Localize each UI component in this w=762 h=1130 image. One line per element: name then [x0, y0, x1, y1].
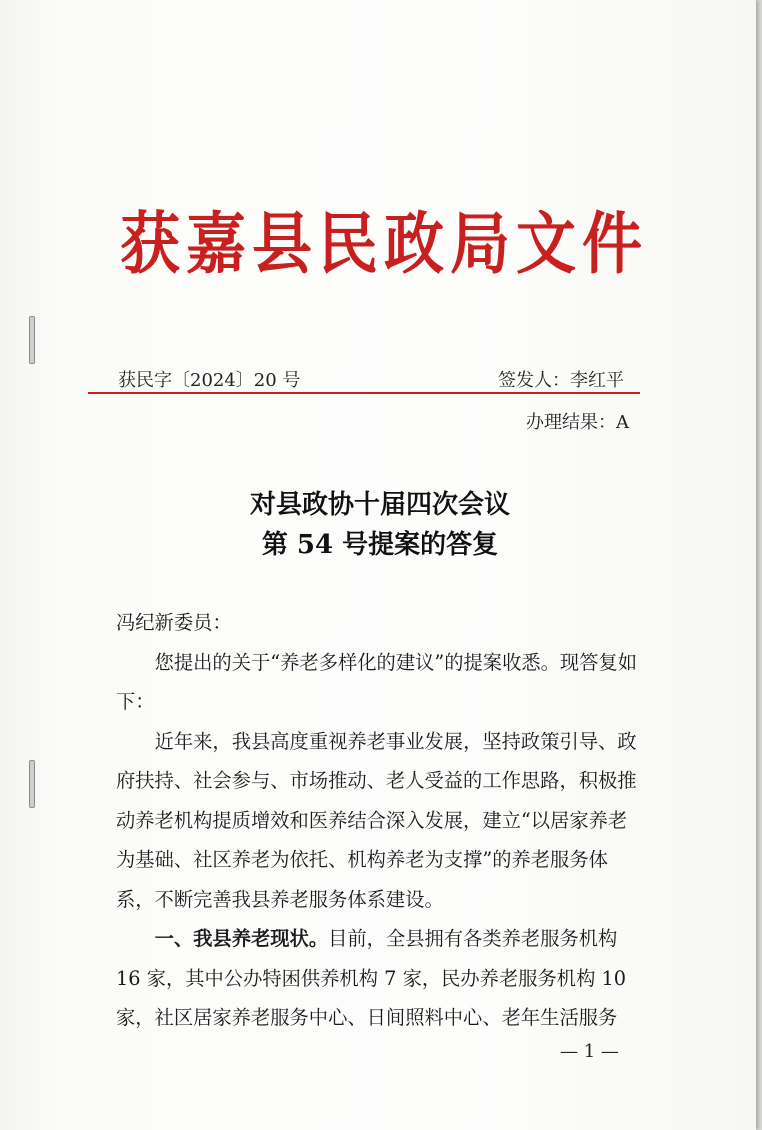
- section-heading: 一、我县养老现状。: [154, 927, 329, 950]
- body-paragraph: [116, 919, 644, 1038]
- document-header-title: 获嘉县民政局文件: [120, 205, 648, 284]
- staple: [29, 316, 35, 364]
- document-body: [116, 603, 644, 1038]
- red-divider-line: [88, 392, 640, 394]
- document-signer: 签发人：李红平: [498, 370, 624, 391]
- salutation: 冯纪新委员：: [116, 611, 232, 634]
- body-paragraph: 近年来，我县高度重视养老事业发展，坚持政策引导、政府扶持、社会参与、市场推动、老人受益的工作思路，积极推动养老机构提质增效和医养结合深入发展，建立“以居家养老为基础、社区养老为依托、机构养老为支撑”的养老服务体系，不断完善我县养老服务体系建设。: [116, 729, 637, 911]
- staple: [29, 760, 35, 808]
- page-number: — 1 —: [560, 1041, 619, 1062]
- section-text: 目前，全县拥有各类养老服务机构 16 家，其中公办特困供养机构 7 家，民办养老服务机构 10 家，社区居家养老服务中心、日间照料中心、老年生活服务: [116, 927, 627, 1029]
- body-paragraph: 您提出的关于“养老多样化的建议”的提案收悉。现答复如下：: [116, 650, 638, 713]
- document-number: 获民字〔2024〕20 号: [118, 370, 301, 391]
- document-title-line-2: 第 54 号提案的答复: [261, 530, 499, 560]
- document-title-line-1: 对县政协十届四次会议: [249, 490, 510, 520]
- processing-result: 办理结果：A: [526, 412, 629, 433]
